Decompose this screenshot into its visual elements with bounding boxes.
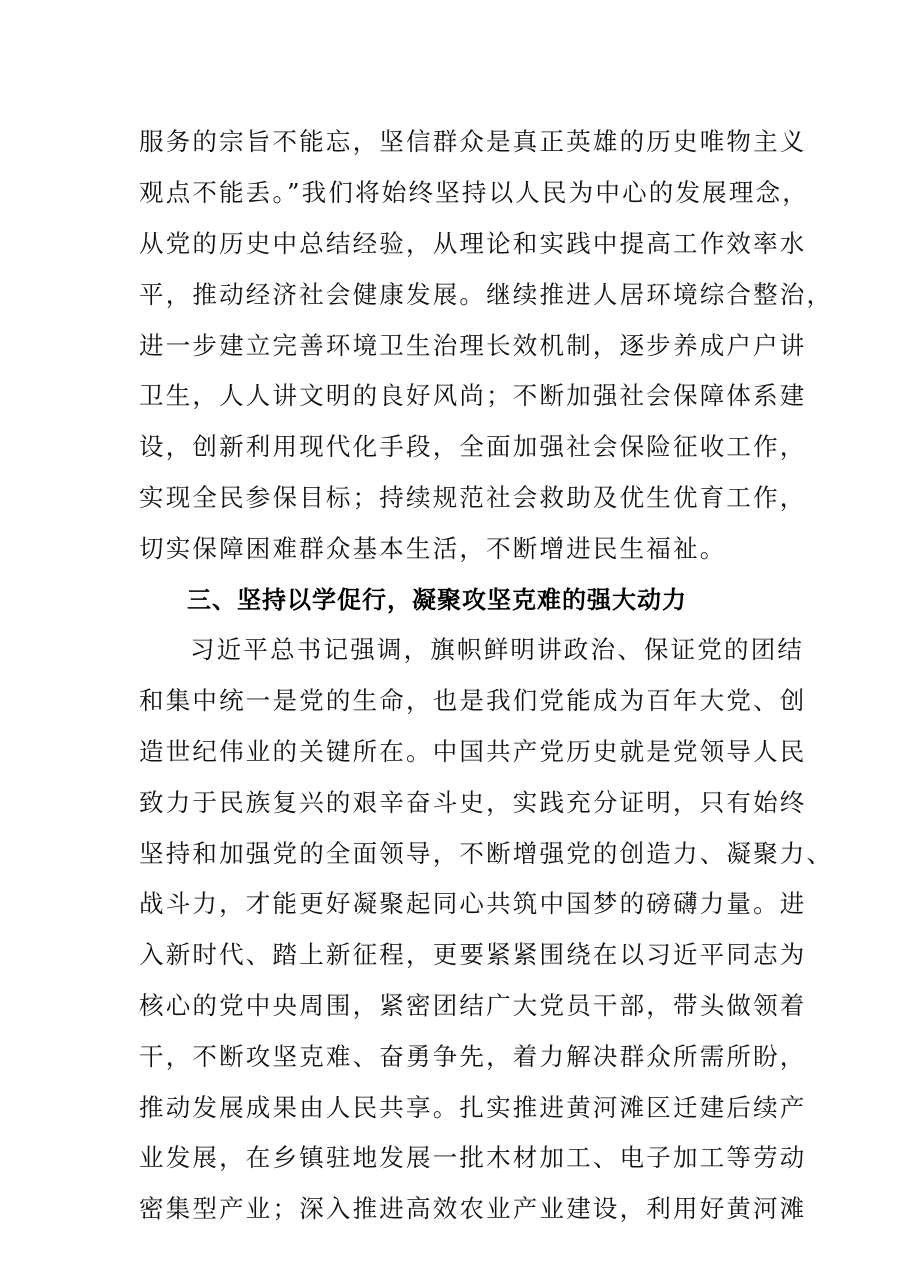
paragraph-line: 坚持和加强党的全面领导，不断增强党的创造力、凝聚力、 xyxy=(139,839,834,868)
paragraph-line: 造世纪伟业的关键所在。中国共产党历史就是党领导人民 xyxy=(139,737,807,766)
paragraph-line: 进一步建立完善环境卫生治理长效机制，逐步养成户户讲 xyxy=(139,331,807,360)
paragraph-line: 干，不断攻坚克难、奋勇争先，着力解决群众所需所盼， xyxy=(139,1042,807,1071)
paragraph-line: 习近平总书记强调，旗帜鲜明讲政治、保证党的团结 xyxy=(190,635,805,664)
paragraph-line: 和集中统一是党的生命，也是我们党能成为百年大党、创 xyxy=(139,686,807,715)
paragraph-line: 切实保障困难群众基本生活，不断增进民生福祉。 xyxy=(139,534,727,563)
paragraph-line: 致力于民族复兴的艰辛奋斗史，实践充分证明，只有始终 xyxy=(139,788,807,817)
paragraph-line: 实现全民参保目标；持续规范社会救助及优生优育工作， xyxy=(139,483,807,512)
paragraph-line: 从党的历史中总结经验，从理论和实践中提高工作效率水 xyxy=(139,229,807,258)
paragraph-line: 服务的宗旨不能忘，坚信群众是真正英雄的历史唯物主义 xyxy=(139,127,807,156)
paragraph-line: 观点不能丢。”我们将始终坚持以人民为中心的发展理念， xyxy=(139,178,809,207)
paragraph-line: 设，创新利用现代化手段，全面加强社会保险征收工作， xyxy=(139,432,807,461)
section-heading: 三、坚持以学促行，凝聚攻坚克难的强大动力 xyxy=(187,586,687,614)
paragraph-line: 业发展，在乡镇驻地发展一批木材加工、电子加工等劳动 xyxy=(139,1143,807,1172)
paragraph-line: 入新时代、踏上新征程，更要紧紧围绕在以习近平同志为 xyxy=(139,940,807,969)
paragraph-line: 平，推动经济社会健康发展。继续推进人居环境综合整治， xyxy=(139,280,834,309)
paragraph-line: 推动发展成果由人民共享。扎实推进黄河滩区迁建后续产 xyxy=(139,1093,807,1122)
paragraph-line: 密集型产业；深入推进高效农业产业建设，利用好黄河滩 xyxy=(139,1194,807,1223)
paragraph-line: 卫生，人人讲文明的良好风尚；不断加强社会保障体系建 xyxy=(139,381,807,410)
paragraph-line: 战斗力，才能更好凝聚起同心共筑中国梦的磅礴力量。进 xyxy=(139,889,807,918)
paragraph-line: 核心的党中央周围，紧密团结广大党员干部，带头做领着 xyxy=(139,991,807,1020)
